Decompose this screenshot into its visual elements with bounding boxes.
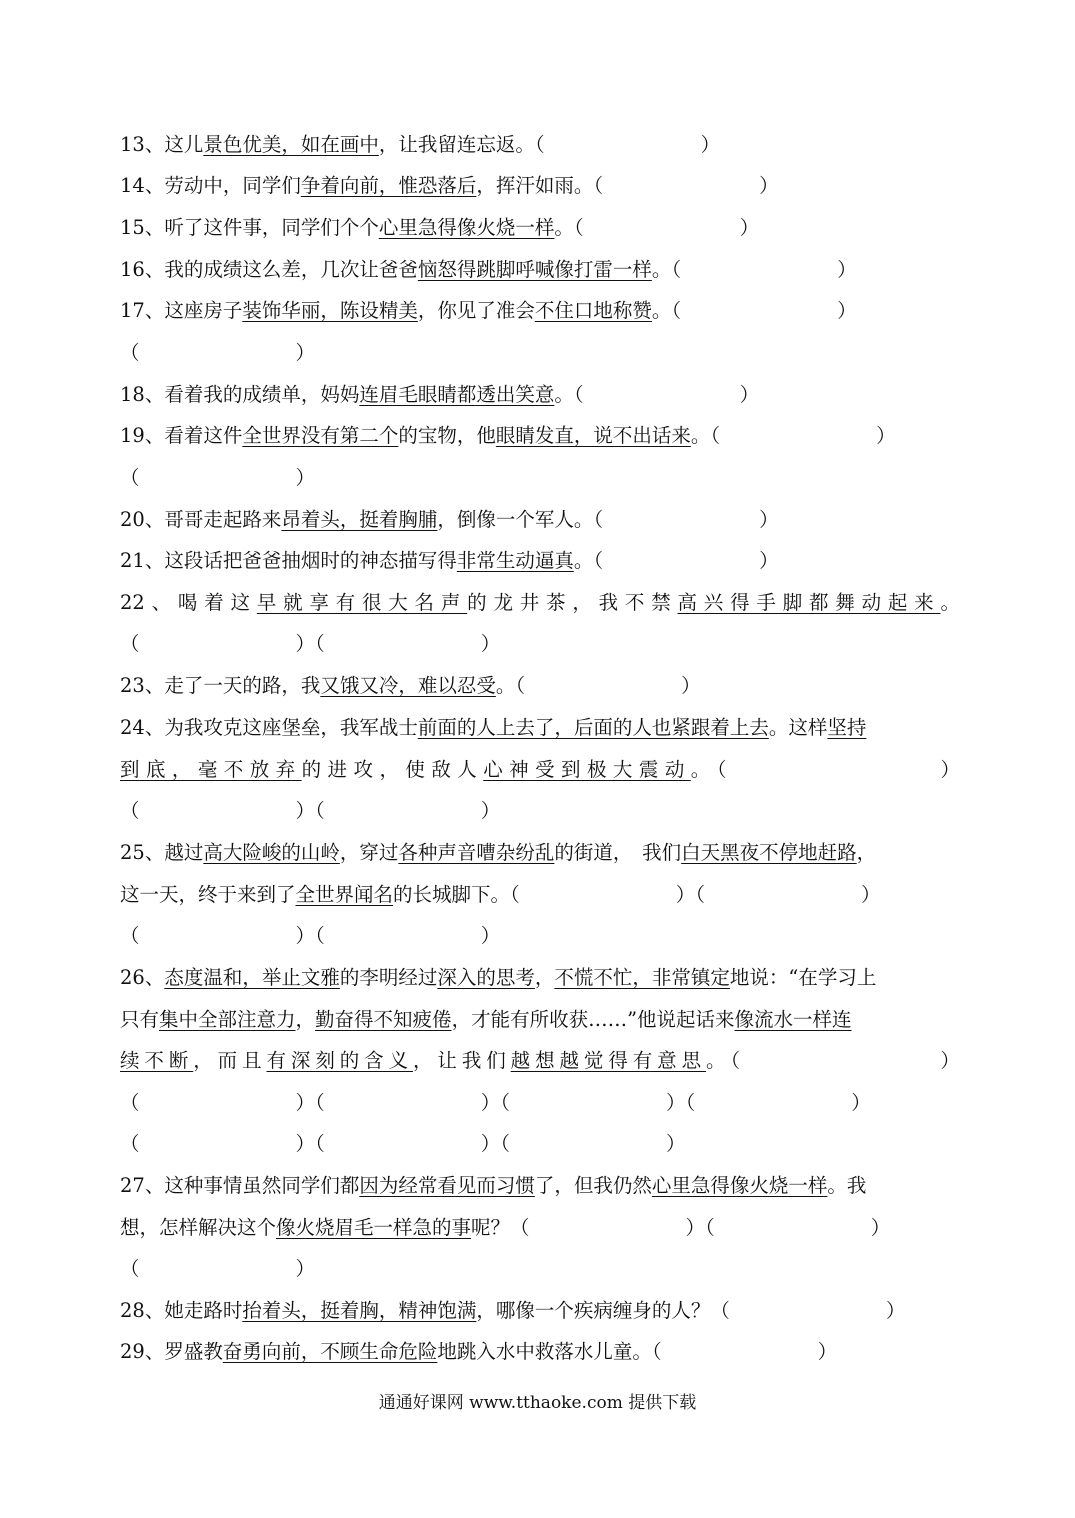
question-line [120, 629, 960, 659]
text-segment: 。（ ） [651, 299, 857, 322]
text-segment: 的街道， 我们 [554, 841, 682, 864]
underlined-phrase: 不慌不忙，非常镇定 [554, 966, 730, 989]
question-line [120, 755, 960, 785]
text-segment: 。（ ） [690, 424, 896, 447]
text-segment: ， [856, 841, 877, 864]
text-segment: ，而且 [193, 1049, 267, 1072]
text-segment: 的进攻，使敌人 [301, 758, 484, 781]
text-segment: 15、听了这件事，同学们个个 [120, 216, 379, 239]
underlined-phrase: 各种声音嘈杂纷乱 [398, 841, 555, 864]
text-segment: ，哪像一个疾病缠身的人？（ ） [476, 1299, 906, 1322]
underlined-phrase: 态度温和，举止文雅 [164, 966, 340, 989]
question-line [120, 546, 960, 576]
underlined-phrase: 抬着头，挺着胸，精神饱满 [242, 1299, 477, 1322]
text-segment: 21、这段话把爸爸抽烟时的神态描写得 [120, 549, 457, 572]
text-segment: 只有 [120, 1008, 160, 1031]
text-segment: ，挥汗如雨。（ ） [476, 174, 779, 197]
underlined-phrase: 越想越觉得有意思 [510, 1049, 707, 1072]
text-segment: 。这样 [768, 716, 828, 739]
question-line [120, 1213, 960, 1243]
text-segment: 14、劳动中，同学们 [120, 174, 301, 197]
underlined-phrase: 不住口地称赞 [534, 299, 652, 322]
text-segment: 13、这儿 [120, 133, 204, 156]
question-line [120, 421, 960, 451]
underlined-phrase: 到底，毫不放弃 [120, 758, 302, 781]
text-segment: ， [534, 966, 555, 989]
underlined-phrase: 前面的人上去了，后面的人也紧跟着上去 [417, 716, 769, 739]
text-segment: 。 [940, 591, 960, 614]
text-segment: 。（ ） [706, 1049, 960, 1072]
question-line [120, 838, 960, 868]
text-segment: 。（ ） [495, 674, 701, 697]
text-segment: （ ）（ ）（ ） [120, 1132, 686, 1155]
text-segment: 22、喝着这 [120, 591, 257, 614]
text-segment: ，倒像一个军人。（ ） [437, 508, 779, 531]
question-line [120, 463, 960, 493]
text-segment: 19、看着这件 [120, 424, 243, 447]
text-segment: （ ）（ ） [120, 632, 501, 655]
underlined-phrase: 昂着头，挺着胸脯 [281, 508, 438, 531]
question-line [120, 130, 960, 160]
underlined-phrase: 高大险峻的山岭 [203, 841, 340, 864]
underlined-phrase: 勤奋得不知疲倦 [315, 1008, 452, 1031]
text-segment: ，让我留连忘返。（ ） [378, 133, 721, 156]
question-line [120, 255, 960, 285]
question-line [120, 671, 960, 701]
question-line [120, 1171, 960, 1201]
text-segment: ，才能有所收获……”他说起话来 [451, 1008, 735, 1031]
text-segment: （ ） [120, 1257, 316, 1280]
text-segment: 的李明经过 [339, 966, 438, 989]
underlined-phrase: 恼怒得跳脚呼喊像打雷一样 [417, 258, 652, 281]
text-segment: 这一天，终于来到了 [120, 883, 296, 906]
question-line [120, 1005, 960, 1035]
text-segment: （ ）（ ）（ ）（ ） [120, 1091, 871, 1114]
text-segment: 17、这座房子 [120, 299, 243, 322]
text-segment: （ ）（ ） [120, 924, 501, 947]
underlined-phrase: 非常生动逼真 [456, 549, 574, 572]
underlined-phrase: 奋勇向前，不顾生命危险 [222, 1340, 438, 1363]
question-line [120, 1296, 960, 1326]
text-segment: 了，但我仍然 [534, 1174, 652, 1197]
text-segment: 的宝物，他 [398, 424, 496, 447]
question-line [120, 213, 960, 243]
underlined-phrase: 眼睛发直，说不出话来 [495, 424, 691, 447]
underlined-phrase: 争着向前，惟恐落后 [300, 174, 477, 197]
text-segment: 18、看着我的成绩单，妈妈 [120, 383, 360, 406]
question-line [120, 1129, 960, 1159]
underlined-phrase: 装饰华丽，陈设精美 [242, 299, 418, 322]
text-segment: 27、这种事情虽然同学们都 [120, 1174, 360, 1197]
text-segment: （ ）（ ） [120, 799, 501, 822]
question-line [120, 880, 960, 910]
underlined-phrase: 早就享有很大名声 [256, 591, 468, 614]
question-line [120, 1254, 960, 1284]
text-segment: 的龙井茶，我不禁 [467, 591, 678, 614]
text-segment: 26、 [120, 966, 165, 989]
underlined-phrase: 心神受到极大震动 [483, 758, 691, 781]
question-line [120, 505, 960, 535]
text-segment: ，穿过 [339, 841, 399, 864]
underlined-phrase: 像火烧眉毛一样急的事 [276, 1216, 472, 1239]
underlined-phrase: 心里急得像火烧一样 [651, 1174, 828, 1197]
text-segment: 28、她走路时 [120, 1299, 243, 1322]
question-line [120, 796, 960, 826]
underlined-phrase: 集中全部注意力 [159, 1008, 296, 1031]
underlined-phrase: 全世界没有第二个 [242, 424, 399, 447]
question-line [120, 963, 960, 993]
text-segment: 24、为我攻克这座堡垒，我军战士 [120, 716, 418, 739]
underlined-phrase: 全世界闻名 [295, 883, 394, 906]
text-segment: 。（ ） [554, 383, 760, 406]
underlined-phrase: 续不断 [120, 1049, 194, 1072]
question-line [120, 921, 960, 951]
text-segment: 23、走了一天的路，我 [120, 674, 321, 697]
question-line [120, 588, 960, 618]
text-segment: 的长城脚下。（ ）（ ） [393, 883, 881, 906]
text-segment: ， [295, 1008, 316, 1031]
underlined-phrase: 有深刻的含义 [266, 1049, 413, 1072]
text-segment: 。（ ） [573, 549, 779, 572]
underlined-phrase: 因为经常看见而习惯 [359, 1174, 535, 1197]
underlined-phrase: 景色优美，如在画中 [203, 133, 379, 156]
question-line [120, 380, 960, 410]
underlined-phrase: 白天黑夜不停地赶路 [681, 841, 857, 864]
text-segment: 呢？（ ）（ ） [471, 1216, 891, 1239]
text-segment: ，让我们 [413, 1049, 511, 1072]
text-segment: （ ） [120, 341, 316, 364]
text-segment: 29、罗盛教 [120, 1340, 223, 1363]
underlined-phrase: 心里急得像火烧一样 [378, 216, 555, 239]
text-segment: 地跳入水中救落水儿童。（ ） [437, 1340, 838, 1363]
text-segment: 。（ ） [690, 758, 960, 781]
underlined-phrase: 像流水一样连 [734, 1008, 852, 1031]
text-segment: ，你见了准会 [417, 299, 535, 322]
underlined-phrase: 连眉毛眼睛都透出笑意 [359, 383, 555, 406]
underlined-phrase: 高兴得手脚都舞动起来 [677, 591, 941, 614]
question-line [120, 338, 960, 368]
question-line [120, 171, 960, 201]
text-segment: 。我 [827, 1174, 867, 1197]
underlined-phrase: 又饿又冷，难以忍受 [320, 674, 496, 697]
text-segment: 想，怎样解决这个 [120, 1216, 277, 1239]
text-segment: 。（ ） [554, 216, 760, 239]
underlined-phrase: 坚持 [827, 716, 867, 739]
underlined-phrase: 深入的思考 [437, 966, 535, 989]
text-segment: 。（ ） [651, 258, 857, 281]
text-segment: 16、我的成绩这么差，几次让爸爸 [120, 258, 418, 281]
text-segment: 地说：“在学习上 [729, 966, 877, 989]
text-segment: （ ） [120, 466, 316, 489]
question-line [120, 1337, 960, 1367]
question-line [120, 1088, 960, 1118]
page-footer: 通通好课网 www.tthaoke.com 提供下载 [378, 1393, 697, 1413]
text-segment: 20、哥哥走起路来 [120, 508, 282, 531]
question-line [120, 296, 960, 326]
question-line [120, 713, 960, 743]
question-line [120, 1046, 960, 1076]
text-segment: 25、越过 [120, 841, 204, 864]
